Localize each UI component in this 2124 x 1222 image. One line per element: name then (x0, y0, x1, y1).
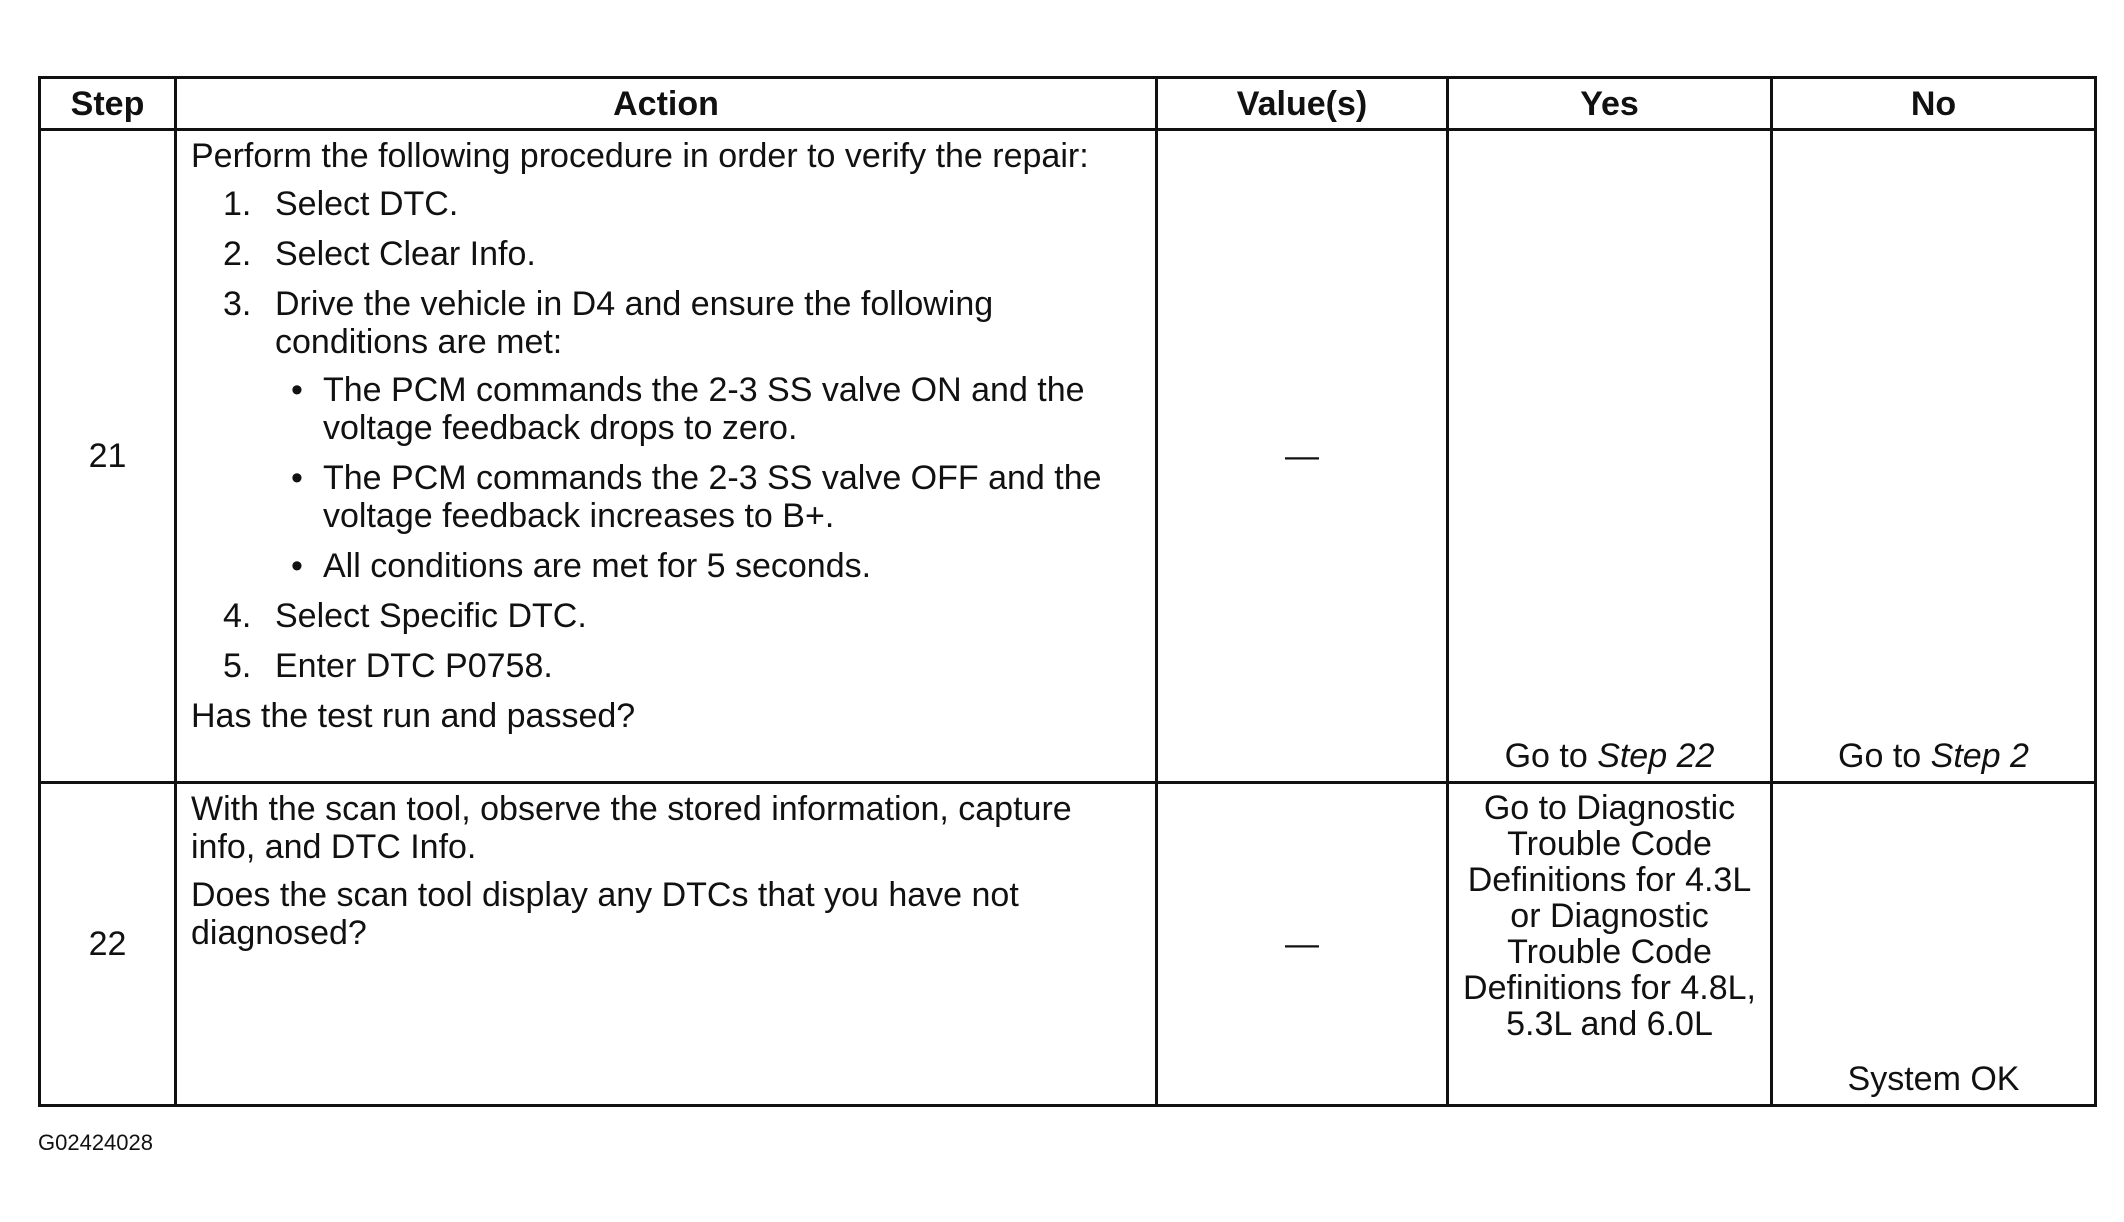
procedure-list (191, 185, 1145, 685)
procedure-step (191, 285, 1145, 585)
procedure-step-text: Enter DTC P0758. (275, 647, 553, 685)
procedure-step-text: Select Clear Info. (275, 235, 536, 273)
condition-text: The PCM commands the 2-3 SS valve OFF and the voltage feedback increases to B+. (323, 459, 1102, 535)
header-values: Value(s) (1157, 78, 1448, 130)
procedure-step (191, 185, 1145, 223)
step-number: 22 (40, 783, 176, 1106)
header-action: Action (176, 78, 1157, 130)
action-intro: Perform the following procedure in order to verify the repair: (191, 137, 1089, 175)
condition-text: All conditions are met for 5 seconds. (323, 547, 872, 585)
condition-item (275, 459, 1145, 535)
table-row-step-22 (40, 783, 2096, 1106)
no-prefix: Go to (1838, 737, 1931, 775)
header-no: No (1772, 78, 2096, 130)
diagnostic-table (38, 76, 2097, 1107)
step-number: 21 (40, 130, 176, 783)
yes-result[interactable] (1449, 737, 1770, 781)
yes-result[interactable]: Go to Diagnostic Trouble Code Definitions for 4.3L or Diagnostic Trouble Code Definitions for 4.8L, 5.3L and 6.0L (1463, 789, 1756, 1043)
no-result[interactable] (1773, 737, 2094, 781)
procedure-step-number: 3. (223, 285, 252, 323)
values-cell: — (1157, 130, 1448, 783)
condition-item (275, 371, 1145, 447)
values-cell: — (1157, 783, 1448, 1106)
procedure-step-text: Drive the vehicle in D4 and ensure the following conditions are met: (275, 285, 994, 361)
condition-list (275, 371, 1145, 585)
action-cell (176, 130, 1157, 783)
procedure-step (191, 597, 1145, 635)
no-result: System OK (1847, 1060, 2020, 1098)
yes-cell (1448, 783, 1772, 1106)
action-question: Does the scan tool display any DTCs that you have not diagnosed? (191, 876, 1019, 952)
table-row-step-21 (40, 130, 2096, 783)
procedure-step (191, 647, 1145, 685)
bullet-icon: • (291, 459, 303, 497)
header-row (40, 78, 2096, 130)
no-cell (1772, 130, 2096, 783)
action-instruction: With the scan tool, observe the stored information, capture info, and DTC Info. (191, 790, 1072, 866)
figure-id: G02424028 (38, 1130, 153, 1155)
header-yes: Yes (1448, 78, 1772, 130)
procedure-step-number: 2. (223, 235, 252, 273)
no-cell (1772, 783, 2096, 1106)
yes-step-link[interactable]: Step 22 (1597, 737, 1715, 775)
action-cell (176, 783, 1157, 1106)
bullet-icon: • (291, 547, 303, 585)
procedure-step-text: Select DTC. (275, 185, 459, 223)
no-step-link[interactable]: Step 2 (1930, 737, 2029, 775)
action-question: Has the test run and passed? (191, 697, 636, 735)
header-step: Step (40, 78, 176, 130)
condition-text: The PCM commands the 2-3 SS valve ON and the voltage feedback drops to zero. (323, 371, 1085, 447)
procedure-step (191, 235, 1145, 273)
procedure-step-number: 5. (223, 647, 252, 685)
procedure-step-number: 4. (223, 597, 252, 635)
procedure-step-text: Select Specific DTC. (275, 597, 587, 635)
yes-cell (1448, 130, 1772, 783)
condition-item (275, 547, 1145, 585)
procedure-step-number: 1. (223, 185, 252, 223)
yes-prefix: Go to (1504, 737, 1598, 775)
bullet-icon: • (291, 371, 303, 409)
